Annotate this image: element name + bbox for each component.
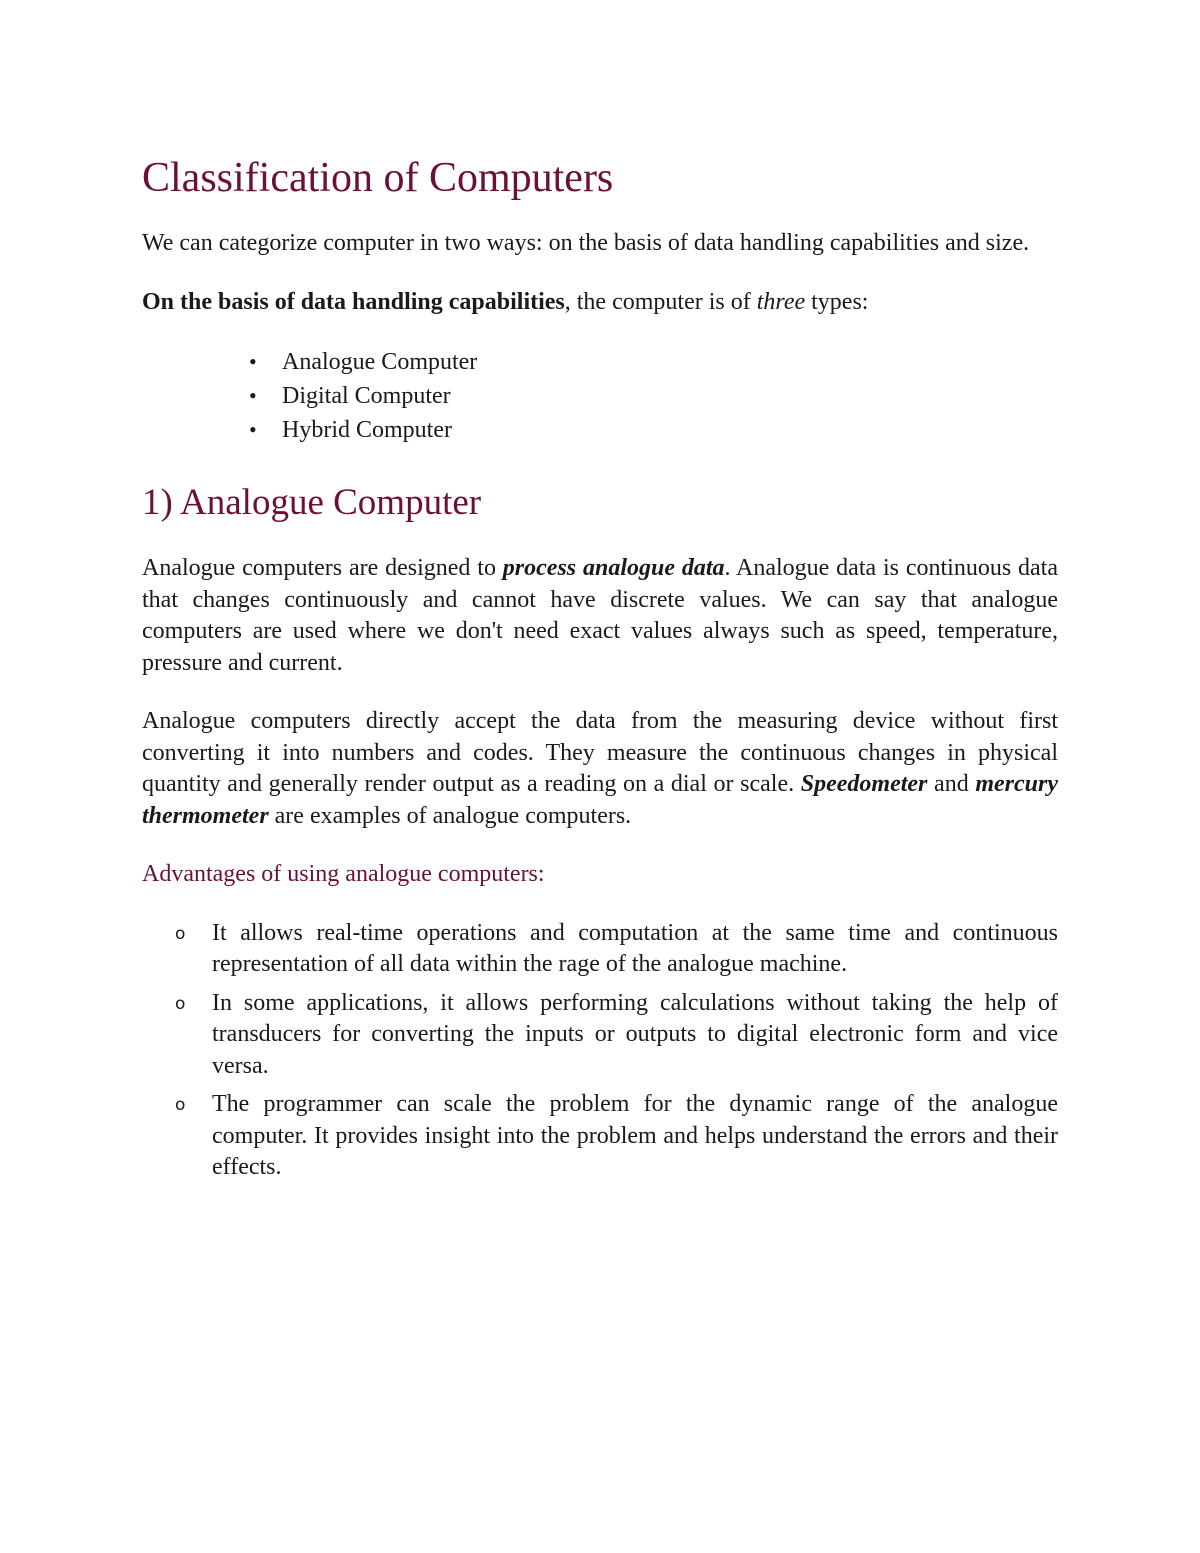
list-item-text: It allows real-time operations and computation at the same time and continuous representation of all data within the rage of the analogue machine. — [212, 919, 1058, 977]
basis-paragraph — [142, 287, 1058, 319]
p1-emphasis: process analogue data — [502, 555, 725, 581]
intro-paragraph: We can categorize computer in two ways: on the basis of data handling capabilities and size. — [142, 230, 1030, 256]
basis-text-1: , the computer is of — [564, 288, 757, 315]
basis-italic: three — [756, 288, 806, 315]
p2-emphasis-2: mercury thermometer — [142, 771, 1058, 829]
list-item-label: Analogue Computer — [282, 349, 478, 375]
bullet-icon: • — [249, 383, 257, 408]
p2-text-1: Analogue computers directly accept the data from the measuring device without first converting it into numbers and codes. They measure the continuous changes in physical quantity and generally render output as a reading on a dial or scale. — [142, 708, 1058, 797]
document-page — [142, 150, 1058, 1191]
p1-text-2: . Analogue data is continuous data that changes continuously and cannot have discrete values. We can say that analogue computers are used where we don't need exact values always such as speed, temperature, pressure and current. — [142, 555, 1058, 676]
p2-emphasis-1: Speedometer — [800, 771, 928, 797]
list-item — [175, 988, 1058, 1083]
list-item-label: Digital Computer — [282, 383, 451, 409]
circle-bullet-icon: o — [175, 993, 186, 1014]
section-heading: 1) Analogue Computer — [142, 482, 482, 523]
advantages-list — [142, 918, 1058, 1184]
analogue-paragraph-2 — [142, 706, 1058, 832]
page-title: Classification of Computers — [142, 155, 614, 201]
list-item-text: In some applications, it allows performing calculations without taking the help of transducers for converting the inputs or outputs to digital electronic form and vice versa. — [212, 989, 1058, 1079]
list-item — [249, 413, 1058, 447]
p2-text-2: and — [927, 771, 976, 797]
bullet-icon: • — [249, 417, 257, 442]
advantages-title: Advantages of using analogue computers: — [142, 861, 545, 887]
list-item — [175, 918, 1058, 981]
list-item — [249, 379, 1058, 413]
list-item-text: The programmer can scale the problem for the dynamic range of the analogue computer. It provides insight into the problem and helps understand the errors and their effects. — [212, 1091, 1058, 1180]
p1-text-1: Analogue computers are designed to — [142, 555, 503, 581]
circle-bullet-icon: o — [175, 1095, 186, 1115]
bullet-icon: • — [249, 349, 257, 374]
list-item-label: Hybrid Computer — [282, 417, 452, 443]
list-item — [175, 1089, 1058, 1184]
list-item — [249, 345, 1058, 379]
p2-text-3: are examples of analogue computers. — [268, 802, 632, 829]
basis-text-2: types: — [805, 288, 869, 315]
analogue-paragraph-1 — [142, 553, 1058, 679]
basis-bold: On the basis of data handling capabilities — [142, 288, 565, 315]
types-list — [142, 345, 1058, 447]
circle-bullet-icon: o — [175, 923, 186, 944]
